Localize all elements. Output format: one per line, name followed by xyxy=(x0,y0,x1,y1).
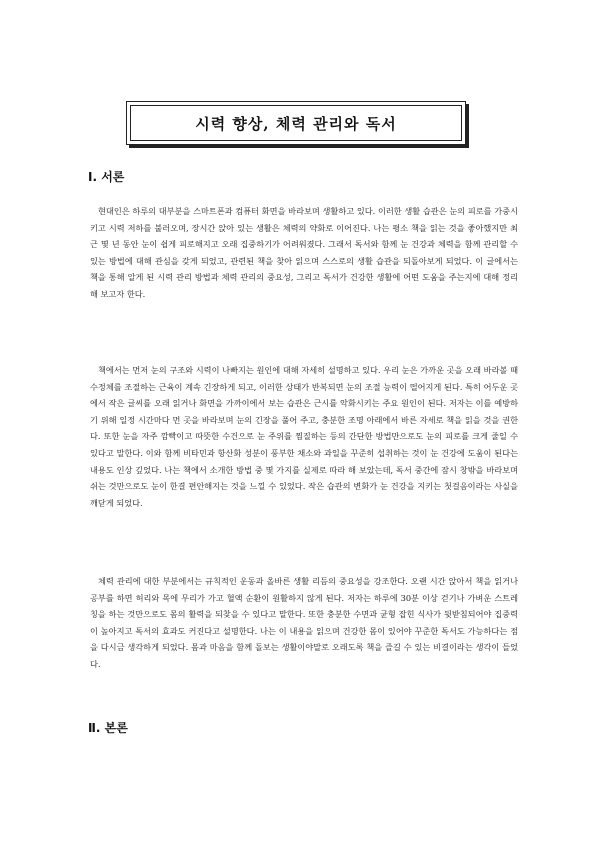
paragraph-intro-3: 체력 관리에 대한 부분에서는 규칙적인 운동과 올바른 생활 리듬의 중요성을 강조한다. 오랜 시간 앉아서 책을 읽거나 공부를 하면 허리와 목에 무리가 가고 혈액 순환이 원활하지 않게 된다. 저자는 하루에 30분 이상 걷기나 가벼운 스트레칭을 하는 것만으로도 몸의 활력을 되찾을 수 있다고 말한다. 또한 충분한 수면과 균형 잡힌 식사가 뒷받침되어야 집중력이 높아지고 독서의 효과도 커진다고 설명한다. 나는 이 내용을 읽으며 건강한 몸이 있어야 꾸준한 독서도 가능하다는 점을 다시금 생각하게 되었다. 몸과 마음을 함께 돌보는 생활이야말로 오래도록 책을 즐길 수 있는 비결이라는 생각이 들었다. xyxy=(90,576,518,669)
document-title: 시력 향상, 체력 관리와 독서 xyxy=(130,105,462,141)
title-box xyxy=(126,101,466,145)
section-heading-body: Ⅱ. 본론 xyxy=(88,721,128,735)
section-heading-intro: Ⅰ. 서론 xyxy=(88,170,125,184)
paragraph-intro-1: 현대인은 하루의 대부분을 스마트폰과 컴퓨터 화면을 바라보며 생활하고 있다. 이러한 생활 습관은 눈의 피로를 가중시키고 시력 저하를 불러오며, 장시간 앉아 있는 생활은 체력의 약화로 이어진다. 나는 평소 책을 읽는 것을 좋아했지만 최근 몇 년 동안 눈이 쉽게 피로해지고 오래 집중하기가 어려워졌다. 그래서 독서와 함께 눈 건강과 체력을 함께 관리할 수 있는 방법에 대해 관심을 갖게 되었고, 관련된 책을 찾아 읽으며 스스로의 생활 습관을 되돌아보게 되었다. 이 글에서는 책을 통해 알게 된 시력 관리 방법과 체력 관리의 중요성, 그리고 독서가 건강한 생활에 어떤 도움을 주는지에 대해 정리해 보고자 한다. xyxy=(90,206,518,299)
paragraph-intro-2: 책에서는 먼저 눈의 구조와 시력이 나빠지는 원인에 대해 자세히 설명하고 있다. 우리 눈은 가까운 곳을 오래 바라볼 때 수정체를 조절하는 근육이 계속 긴장하게 되고, 이러한 상태가 반복되면 눈의 조절 능력이 떨어지게 된다. 특히 어두운 곳에서 작은 글씨를 오래 읽거나 화면을 가까이에서 보는 습관은 근시를 악화시키는 주요 원인이 된다. 저자는 이를 예방하기 위해 일정 시간마다 먼 곳을 바라보며 눈의 긴장을 풀어 주고, 충분한 조명 아래에서 바른 자세로 책을 읽을 것을 권한다. 또한 눈을 자주 깜빡이고 따뜻한 수건으로 눈 주위를 찜질하는 등의 간단한 방법만으로도 눈의 피로를 크게 줄일 수 있다고 말한다. 이와 함께 비타민과 항산화 성분이 풍부한 채소와 과일을 꾸준히 섭취하는 것이 눈 건강에 도움이 된다는 내용도 인상 깊었다. 나는 책에서 소개한 방법 중 몇 가지를 실제로 따라 해 보았는데, 독서 중간에 잠시 창밖을 바라보며 쉬는 것만으로도 눈이 한결 편안해지는 것을 느낄 수 있었다. 작은 습관의 변화가 눈 건강을 지키는 첫걸음이라는 사실을 깨닫게 되었다. xyxy=(90,365,518,508)
